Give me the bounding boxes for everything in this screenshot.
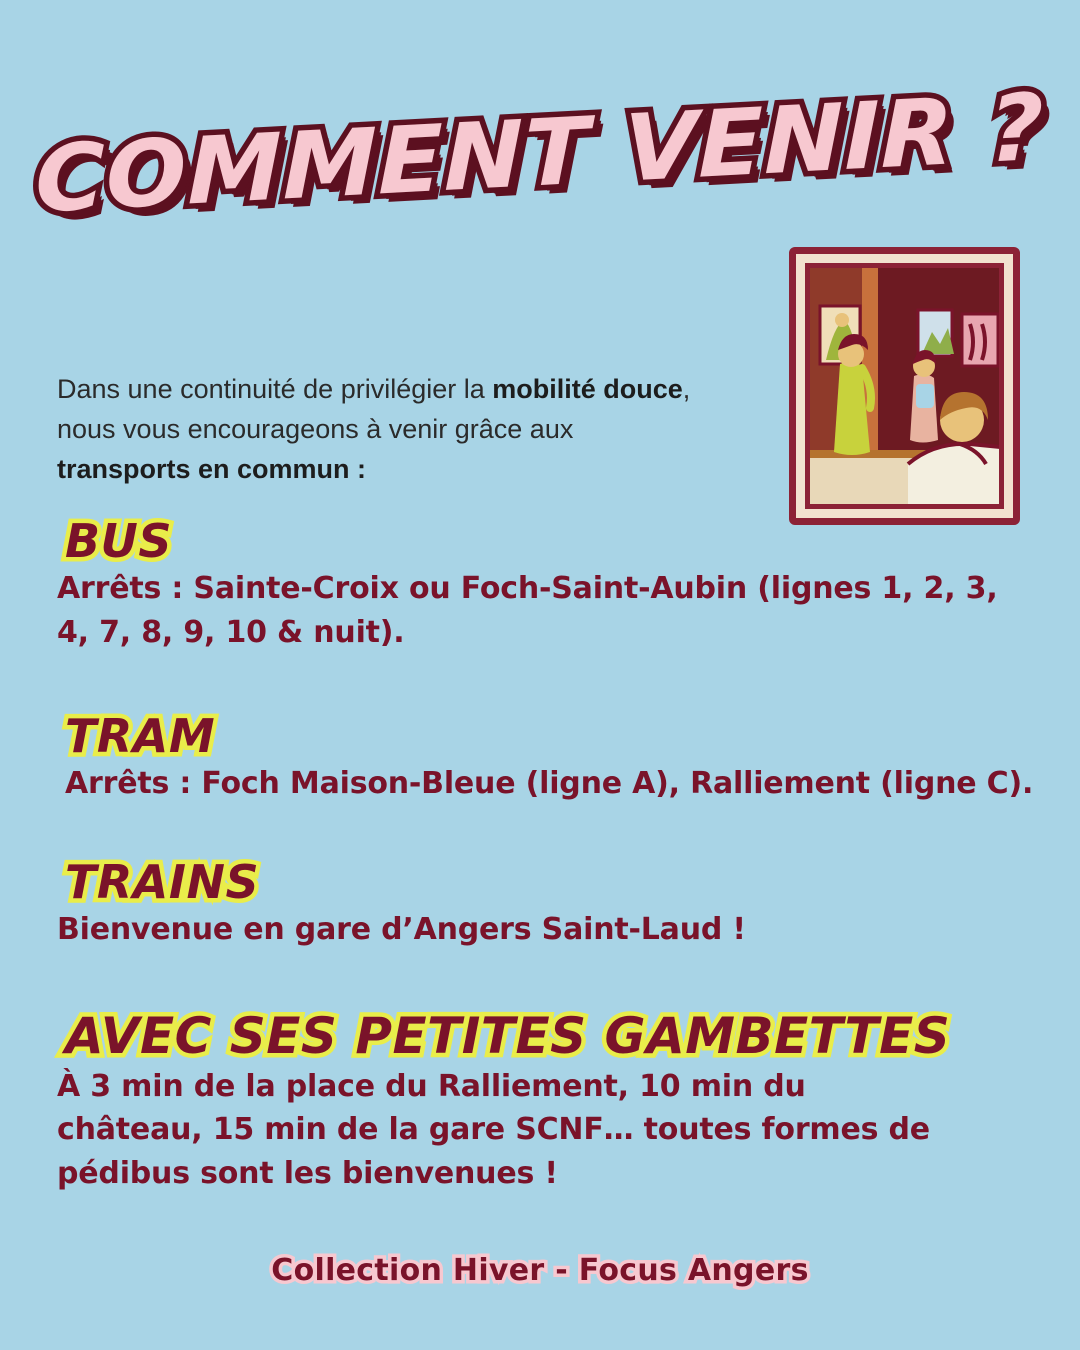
illustration-svg — [810, 268, 1004, 509]
section-gambettes-text: À 3 min de la place du Ralliement, 10 min du château, 15 min de la gare SCNF… toutes formes de pédibus sont les bienvenues ! — [57, 1068, 930, 1191]
intro-line-1: Dans une continuité de privilégier la — [57, 374, 493, 404]
footer — [0, 1253, 1080, 1288]
section-gambettes-heading: AVEC SES PETITES GAMBETTES — [65, 1007, 951, 1065]
museum-gallery-illustration — [789, 247, 1020, 525]
section-tram — [57, 709, 1037, 806]
section-tram-text: Arrêts : Foch Maison-Bleue (ligne A), Ralliement (ligne C). — [65, 766, 1034, 802]
intro-bold-2: transports en commun : — [57, 453, 367, 484]
section-trains — [57, 855, 1037, 952]
intro-line-2: , nous vous encourageons à venir grâce aux — [57, 374, 691, 444]
section-bus-heading: BUS — [65, 514, 173, 568]
footer-text: Collection Hiver - Focus Angers — [271, 1253, 809, 1288]
page-title — [0, 73, 1080, 234]
intro-paragraph — [57, 370, 697, 490]
page-title-text: COMMENT VENIR ? — [35, 73, 1045, 234]
section-bus — [57, 514, 1037, 654]
intro-bold-1: mobilité douce — [492, 374, 683, 404]
section-bus-text: Arrêts : Sainte-Croix ou Foch-Saint-Aubin (lignes 1, 2, 3, 4, 7, 8, 9, 10 & nuit). — [57, 571, 998, 650]
section-gambettes — [57, 1007, 1037, 1195]
illustration-frame-inner — [805, 263, 1004, 509]
section-tram-heading: TRAM — [65, 709, 216, 763]
section-trains-text: Bienvenue en gare d’Angers Saint-Laud ! — [57, 912, 746, 948]
section-trains-heading: TRAINS — [65, 855, 260, 909]
